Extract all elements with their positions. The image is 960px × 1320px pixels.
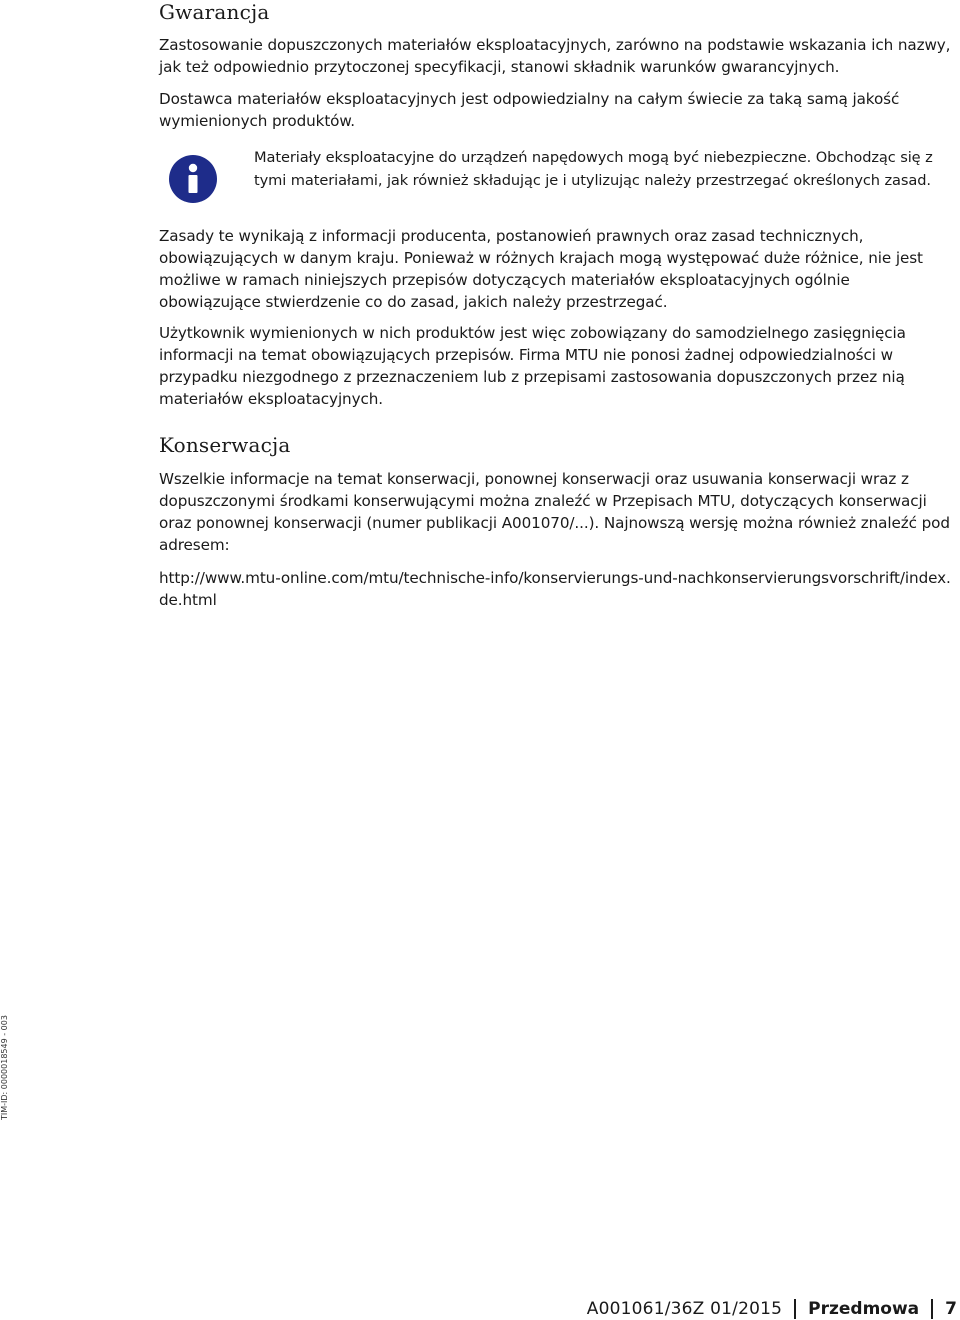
publication-number: A001061/36Z 01/2015 [586, 1299, 783, 1319]
preservation-url-link[interactable]: http://www.mtu-online.com/mtu/technische-info/konservierungs-und-nachkonservierungsvorschrift/index.de.html [159, 569, 951, 609]
section-title-konserwacja: Konserwacja [159, 433, 291, 457]
page-footer [587, 1298, 960, 1320]
paragraph-user-obligation: Użytkownik wymienionych w nich produktów jest więc zobowiązany do samodzielnego zasięgnięcia informacji na temat obowiązujących przepisów. Firma MTU nie ponosi żadnej odpowiedzialności w przypadku niezgodnego z przeznaczeniem lub z przepisami zastosowania dopuszczonych przez nią materiałów eksploatacyjnych. [159, 324, 906, 408]
paragraph-preservation-info: Wszelkie informacje na temat konserwacji, ponownej konserwacji oraz usuwania konserwacji wraz z dopuszczonymi środkami konserwującymi można znaleźć w Przepisach MTU, dotyczących konserwacji oraz ponownej konserwacji (numer publikacji A001070/...). Najnowszą wersję można również znaleźć pod adresem: [159, 470, 950, 554]
info-icon [169, 155, 217, 203]
footer-divider [794, 1299, 796, 1319]
paragraph-supplier-responsibility: Dostawca materiałów eksploatacyjnych jest odpowiedzialny na całym świecie za taką samą jakość wymienionych produktów. [159, 90, 900, 130]
page-number: 7 [945, 1299, 957, 1319]
footer-section-name: Przedmowa [808, 1299, 920, 1319]
section-title-gwarancja: Gwarancja [159, 0, 270, 24]
footer-divider [931, 1299, 933, 1319]
paragraph-warranty-materials: Zastosowanie dopuszczonych materiałów eksploatacyjnych, zarówno na podstawie wskazania ich nazwy, jak też odpowiednio przytoczonej specyfikacji, stanowi składnik warunków gwarancyjnych. [159, 36, 951, 76]
document-tim-id: TIM-ID: 0000018549 - 003 [0, 1015, 9, 1120]
paragraph-rules: Zasady te wynikają z informacji producenta, postanowień prawnych oraz zasad technicznych, obowiązujących w danym kraju. Ponieważ w różnych krajach mogą występować duże różnice, nie jest możliwe w ramach niniejszych przepisów dotyczących materiałów eksploatacyjnych ogólnie obowiązujące stwierdzenie co do zasad, jakich należy przestrzegać. [159, 227, 923, 311]
info-note-text: Materiały eksploatacyjne do urządzeń napędowych mogą być niebezpieczne. Obchodząc się z tymi materiałami, jak również składując je i utylizując należy przestrzegać określonych zasad. [254, 149, 933, 189]
